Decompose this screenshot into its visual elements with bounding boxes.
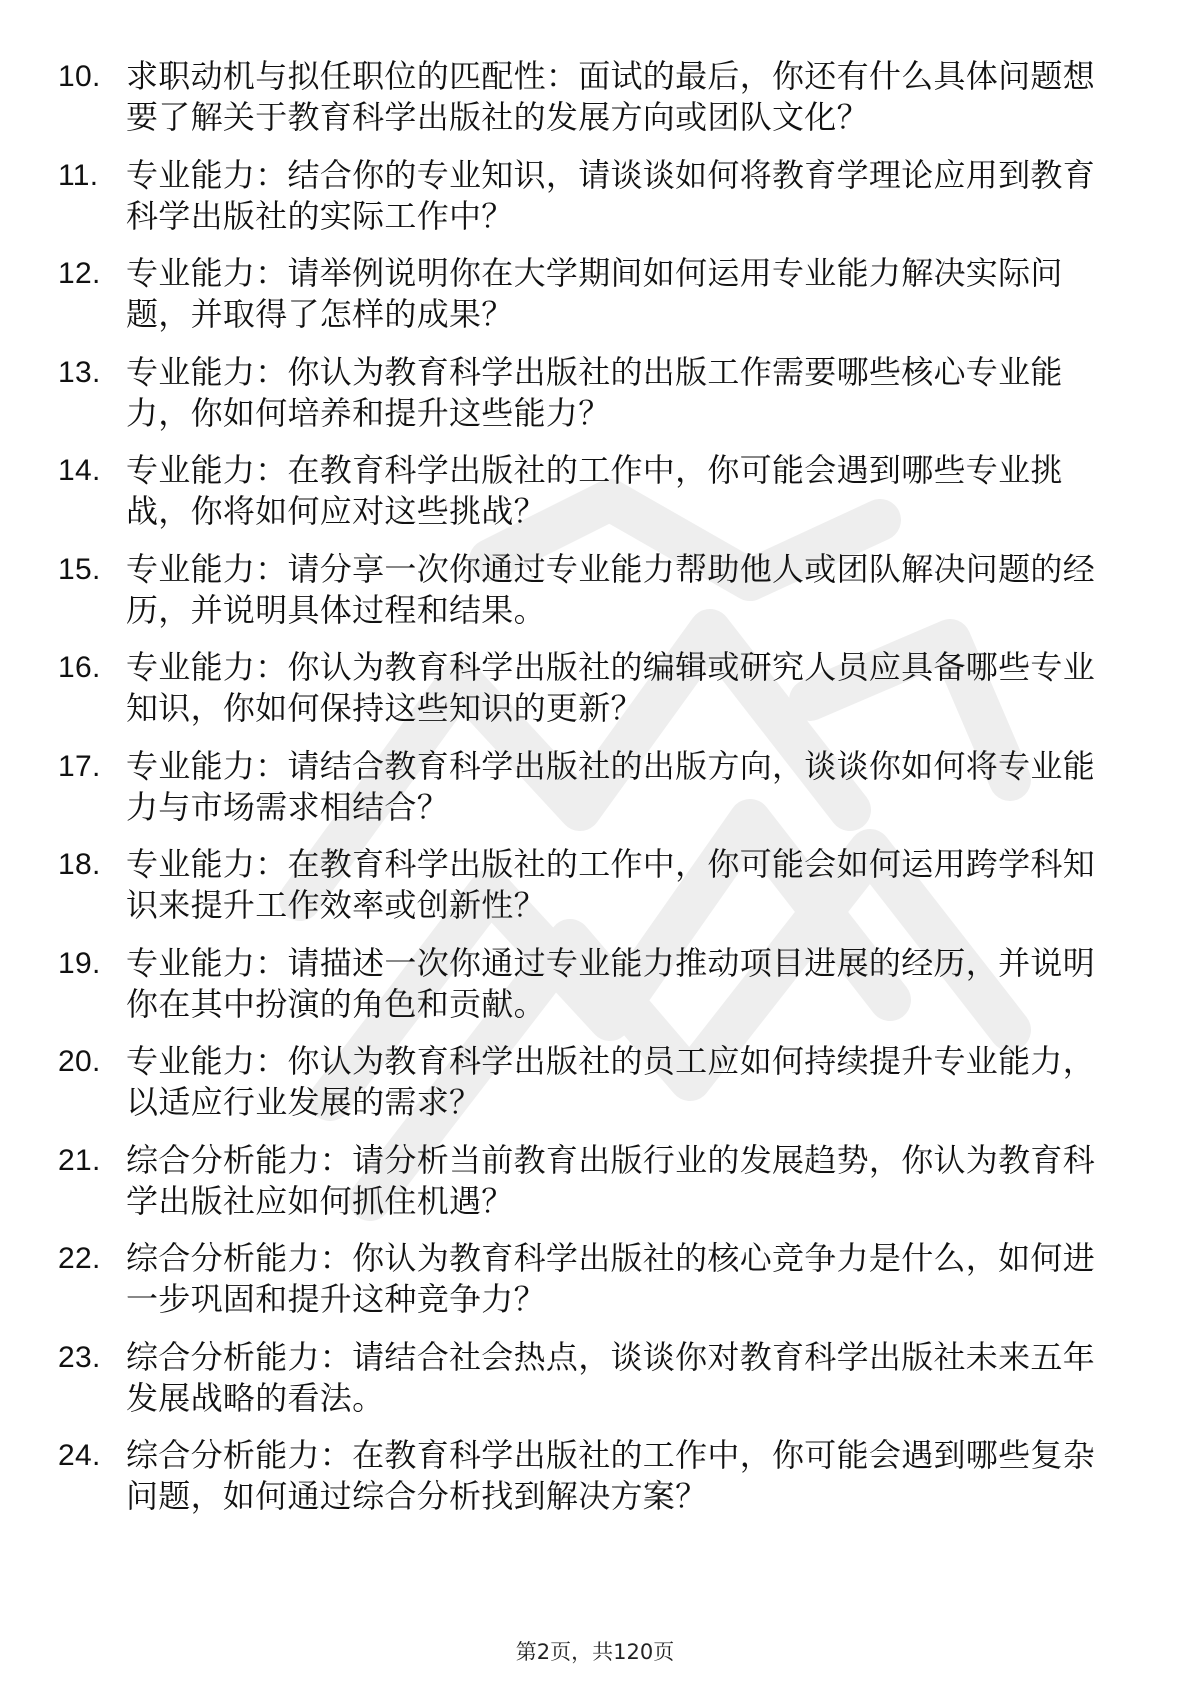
question-item <box>58 1238 1118 1320</box>
question-text: 专业能力：在教育科学出版社的工作中，你可能会遇到哪些专业挑战，你将如何应对这些挑战？ <box>126 451 1063 530</box>
question-text: 专业能力：请分享一次你通过专业能力帮助他人或团队解决问题的经历，并说明具体过程和结果。 <box>126 549 1096 629</box>
question-item <box>58 1140 1118 1222</box>
page-footer: 第2页，共120页 <box>515 1640 675 1664</box>
question-number: 17. <box>58 749 101 783</box>
question-item <box>58 844 1118 926</box>
question-item <box>58 155 1118 237</box>
question-item <box>58 450 1118 532</box>
question-item <box>58 352 1118 434</box>
question-text: 专业能力：请结合教育科学出版社的出版方向，谈谈你如何将专业能力与市场需求相结合？ <box>126 746 1096 826</box>
question-item <box>58 1435 1118 1517</box>
question-item <box>58 943 1118 1025</box>
question-item <box>58 1337 1118 1419</box>
question-number: 24. <box>58 1439 101 1472</box>
question-number: 23. <box>58 1340 101 1374</box>
question-text: 专业能力：你认为教育科学出版社的出版工作需要哪些核心专业能力，你如何培养和提升这些能力？ <box>126 352 1063 432</box>
question-item <box>58 549 1118 631</box>
question-number: 21. <box>58 1143 101 1177</box>
question-item <box>58 1041 1118 1123</box>
question-item <box>58 746 1118 828</box>
question-text: 综合分析能力：你认为教育科学出版社的核心竞争力是什么，如何进一步巩固和提升这种竞争力？ <box>126 1239 1096 1318</box>
question-item <box>58 253 1118 335</box>
question-number: 10. <box>58 60 101 93</box>
question-number: 14. <box>58 454 101 487</box>
question-text: 专业能力：请举例说明你在大学期间如何运用专业能力解决实际问题，并取得了怎样的成果？ <box>126 254 1063 333</box>
question-text: 综合分析能力：请结合社会热点，谈谈你对教育科学出版社未来五年发展战略的看法。 <box>126 1337 1096 1417</box>
question-number: 12. <box>58 257 101 290</box>
question-text: 专业能力：在教育科学出版社的工作中，你可能会如何运用跨学科知识来提升工作效率或创新性？ <box>126 845 1096 924</box>
question-number: 15. <box>58 552 101 586</box>
question-number: 11. <box>58 158 99 192</box>
question-number: 22. <box>58 1242 101 1275</box>
question-list <box>58 56 1118 1534</box>
question-item <box>58 56 1118 138</box>
question-number: 13. <box>58 355 101 389</box>
question-text: 专业能力：请描述一次你通过专业能力推动项目进展的经历，并说明你在其中扮演的角色和贡献。 <box>126 943 1096 1023</box>
question-number: 19. <box>58 946 101 980</box>
question-text: 综合分析能力：请分析当前教育出版行业的发展趋势，你认为教育科学出版社应如何抓住机遇？ <box>126 1140 1096 1220</box>
question-item <box>58 647 1118 729</box>
question-text: 专业能力：你认为教育科学出版社的编辑或研究人员应具备哪些专业知识，你如何保持这些知识的更新？ <box>126 648 1096 727</box>
question-number: 20. <box>58 1045 101 1078</box>
question-number: 18. <box>58 848 101 881</box>
question-number: 16. <box>58 651 101 684</box>
question-text: 专业能力：你认为教育科学出版社的员工应如何持续提升专业能力，以适应行业发展的需求？ <box>126 1042 1096 1121</box>
question-text: 综合分析能力：在教育科学出版社的工作中，你可能会遇到哪些复杂问题，如何通过综合分析找到解决方案？ <box>126 1436 1096 1515</box>
question-text: 专业能力：结合你的专业知识，请谈谈如何将教育学理论应用到教育科学出版社的实际工作中？ <box>126 155 1096 235</box>
question-text: 求职动机与拟任职位的匹配性：面试的最后，你还有什么具体问题想要了解关于教育科学出版社的发展方向或团队文化？ <box>126 57 1096 136</box>
